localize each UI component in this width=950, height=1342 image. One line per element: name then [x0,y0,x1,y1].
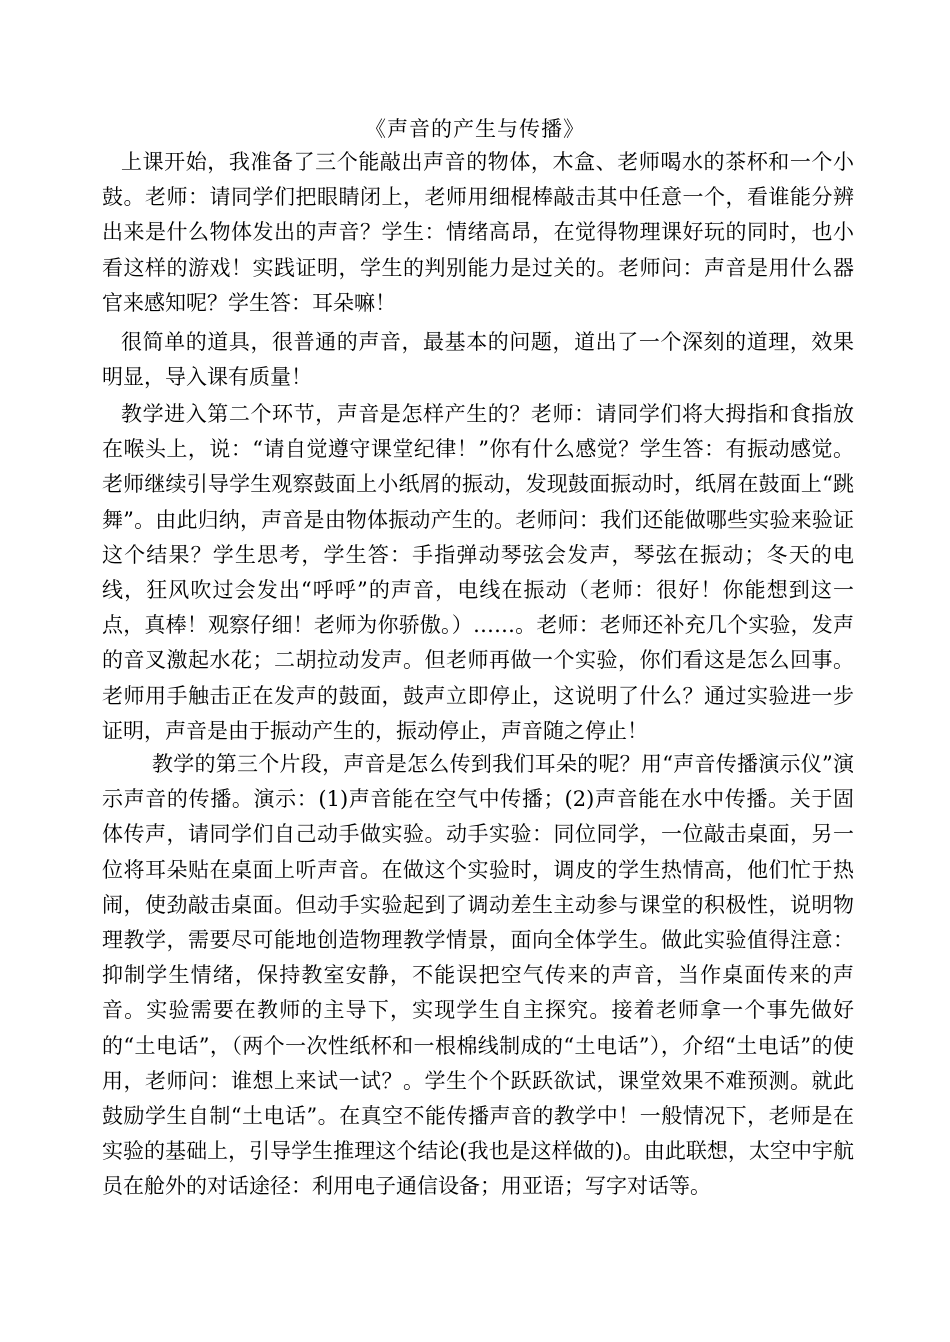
document-title: 《声音的产生与传播》 [365,117,585,141]
paragraph-sound-propagation: 教学的第三个片段，声音是怎么传到我们耳朵的呢？用“声音传播演示仪”演示声音的传播。演示：(1)声音能在空气中传播；(2)声音能在水中传播。关于固体传声，请同学们自己动手做实验。动手实验：同位同学，一位敲击桌面，另一位将耳朵贴在桌面上听声音。在做这个实验时，调皮的学生热情高，他们忙于热闹，使劲敲击桌面。但动手实验起到了调动差生主动参与课堂的积极性，说明物理教学，需要尽可能地创造物理教学情景，面向全体学生。做此实验值得注意：抑制学生情绪，保持教室安静，不能误把空气传来的声音，当作桌面传来的声音。实验需要在教师的主导下，实现学生自主探究。接着老师拿一个事先做好的“土电话”，（两个一次性纸杯和一根棉线制成的“土电话”），介绍“土电话”的使用，老师问：谁想上来试一试？。学生个个跃跃欲试，课堂效果不难预测。就此鼓励学生自制“土电话”。在真空不能传播声音的教学中！一般情况下，老师是在实验的基础上，引导学生推理这个结论(我也是这样做的)。由此联想，太空中宇航员在舱外的对话途径：利用电子通信设备；用亚语；写字对话等。 [102,752,854,1199]
paragraph-comment: 很简单的道具，很普通的声音，最基本的问题，道出了一个深刻的道理，效果明显，导入课有质量！ [102,330,854,390]
paragraph-intro: 上课开始，我准备了三个能敲出声音的物体，木盒、老师喝水的茶杯和一个小鼓。老师：请同学们把眼睛闭上，老师用细棍棒敲击其中任意一个，看谁能分辨出来是什么物体发出的声音？学生：情绪高昂，在觉得物理课好玩的同时，也小看这样的游戏！实践证明，学生的判别能力是过关的。老师问：声音是用什么器官来感知呢？学生答：耳朵嘛！ [102,150,854,315]
paragraph-sound-production: 教学进入第二个环节，声音是怎样产生的？老师：请同学们将大拇指和食指放在喉头上，说：“请自觉遵守课堂纪律！”你有什么感觉？学生答：有振动感觉。老师继续引导学生观察鼓面上小纸屑的振动，发现鼓面振动时，纸屑在鼓面上“跳舞”。由此归纳，声音是由物体振动产生的。老师问：我们还能做哪些实验来验证这个结果？学生思考，学生答：手指弹动琴弦会发声，琴弦在振动；冬天的电线，狂风吹过会发出“呼呼”的声音，电线在振动（老师：很好！你能想到这一点，真棒！观察仔细！老师为你骄傲。）……。老师：老师还补充几个实验，发声的音叉激起水花；二胡拉动发声。但老师再做一个实验，你们看这是怎么回事。老师用手触击正在发声的鼓面，鼓声立即停止，这说明了什么？通过实验进一步证明，声音是由于振动产生的，振动停止，声音随之停止！ [102,402,854,743]
